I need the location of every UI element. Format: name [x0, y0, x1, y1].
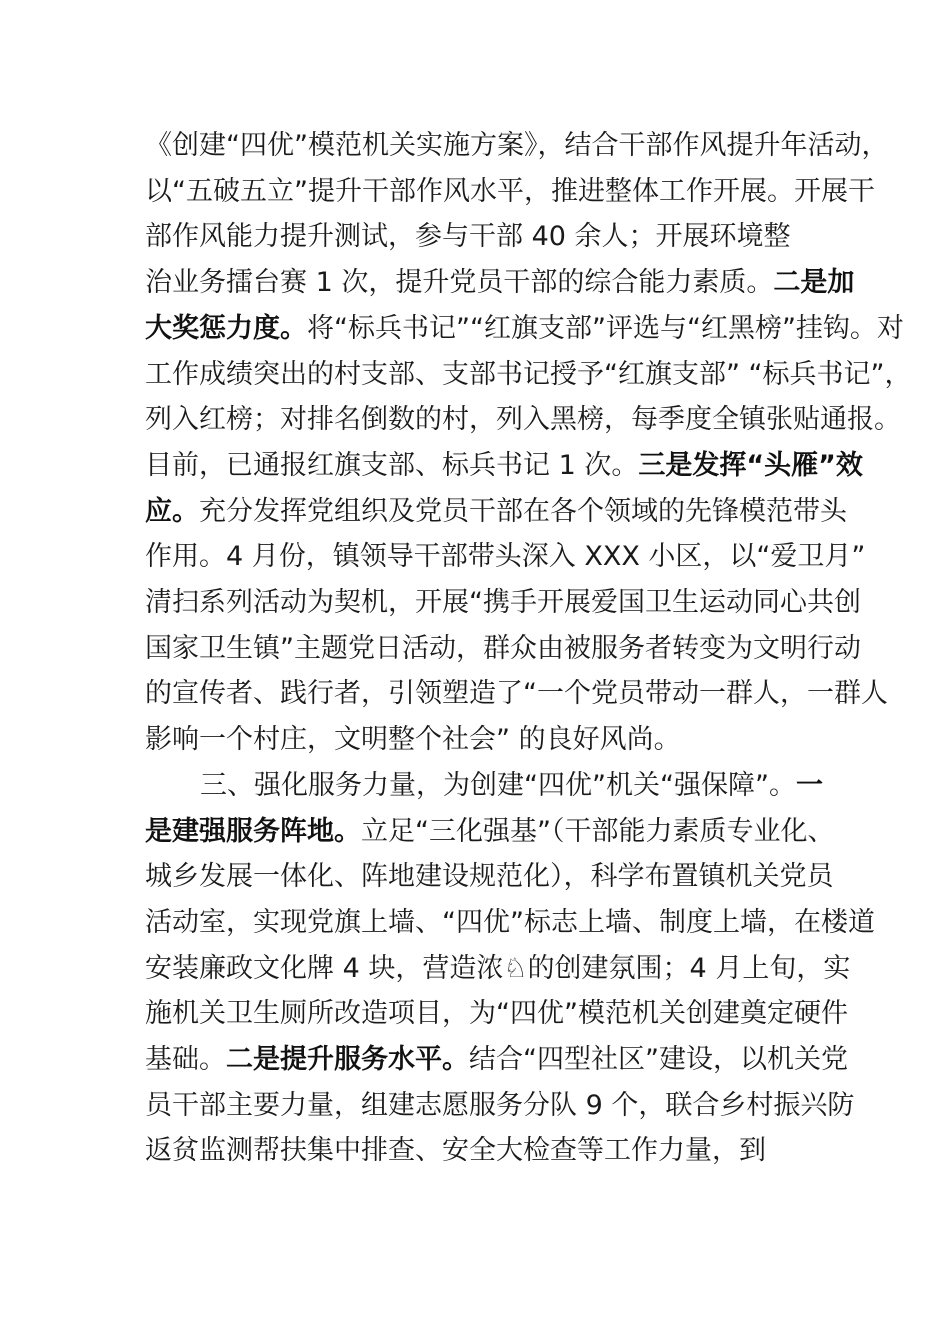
text-line [145, 900, 875, 946]
text-line [145, 169, 875, 215]
text-line [145, 123, 889, 169]
text-line [145, 214, 835, 260]
bold-text-segment: 一 [795, 769, 823, 801]
text-line [145, 1128, 835, 1174]
text-segment: 结合“四型社区”建设，以机关党 [469, 1044, 848, 1075]
text-line [145, 306, 904, 352]
text-segment: 目前，已通报红旗支部、标兵书记 1 次。 [145, 449, 639, 481]
text-line [145, 443, 863, 489]
text-segment: 列入红榜；对排名倒数的村，列入黑榜，每季度全镇张贴通报。 [145, 404, 901, 436]
text-line [145, 991, 848, 1037]
bold-text-segment: 应。 [145, 495, 199, 527]
text-segment: 员干部主要力量，组建志愿服务分队 9 个，联合乡村振兴防 [145, 1089, 855, 1121]
text-segment: 以“五破五立”提升干部作风水平，推进整体工作开展。开展干 [145, 175, 875, 207]
text-line [145, 352, 912, 398]
text-segment: 的宣传者、践行者，引领塑造了“一个党员带动一群人，一群人 [145, 678, 888, 710]
text-line [145, 580, 861, 626]
bold-text-segment: 三是发挥“头雁”效 [638, 449, 863, 481]
text-line [145, 1083, 855, 1129]
bold-text-segment: 大奖惩力度。 [145, 312, 307, 344]
text-segment: 充分发挥党组织及党员干部在各个领域的先锋模范带头 [199, 495, 847, 527]
bold-text-segment: 是建强服务阵地。 [145, 815, 361, 847]
text-segment: 清扫系列活动为契机，开展“携手开展爱国卫生运动同心共创 [145, 587, 861, 618]
text-line [145, 671, 888, 717]
text-segment: 国家卫生镇”主题党日活动，群众由被服务者转变为文明行动 [145, 632, 861, 664]
text-segment: 三、强化服务力量，为创建“四优”机关“强保障”。 [200, 769, 796, 801]
text-segment: 城乡发展一体化、阵地建设规范化），科学布置镇机关党员 [145, 861, 834, 893]
text-line [145, 717, 835, 763]
text-segment: 施机关卫生厕所改造项目，为“四优”模范机关创建奠定硬件 [145, 998, 848, 1030]
text-line [145, 489, 847, 535]
text-line [145, 1037, 848, 1083]
text-segment: 部作风能力提升测试，参与干部 40 余人；开展环境整 [145, 221, 791, 253]
text-line [145, 397, 901, 443]
text-segment: 影响一个村庄，文明整个社会” 的良好风尚。 [145, 724, 681, 756]
text-segment: 作用。4 月份，镇领导干部带头深入 XXX 小区，以“爱卫月” [145, 541, 866, 573]
text-segment: 返贫监测帮扶集中排查、安全大检查等工作力量，到 [145, 1135, 766, 1167]
text-line [145, 626, 861, 672]
text-line [145, 534, 866, 580]
text-segment: 将“标兵书记”“红旗支部”评选与“红黑榜”挂钩。对 [307, 312, 904, 344]
bold-text-segment: 二是提升服务水平。 [226, 1044, 469, 1075]
text-segment: 治业务擂台赛 1 次，提升党员干部的综合能力素质。 [145, 267, 774, 299]
text-segment: 《创建“四优”模范机关实施方案》，结合干部作风提升年活动， [145, 130, 889, 161]
text-line [145, 809, 835, 855]
text-segment: ♘ [503, 952, 528, 984]
text-segment: 活动室，实现党旗上墙、“四优”标志上墙、制度上墙，在楼道 [145, 906, 875, 938]
bold-text-segment: 二是加 [773, 267, 855, 299]
text-line [145, 854, 835, 900]
text-line [200, 763, 840, 809]
text-segment: 工作成绩突出的村支部、支部书记授予“红旗支部” “标兵书记”， [145, 358, 912, 390]
text-line [145, 260, 855, 306]
text-segment: 的创建氛围；4 月上旬，实 [527, 952, 851, 984]
text-segment: 立足“三化强基”（干部能力素质专业化、 [361, 815, 835, 847]
text-segment: 安装廉政文化牌 4 块，营造浓 [145, 952, 504, 984]
text-line [145, 946, 851, 992]
text-segment: 基础。 [145, 1044, 226, 1075]
